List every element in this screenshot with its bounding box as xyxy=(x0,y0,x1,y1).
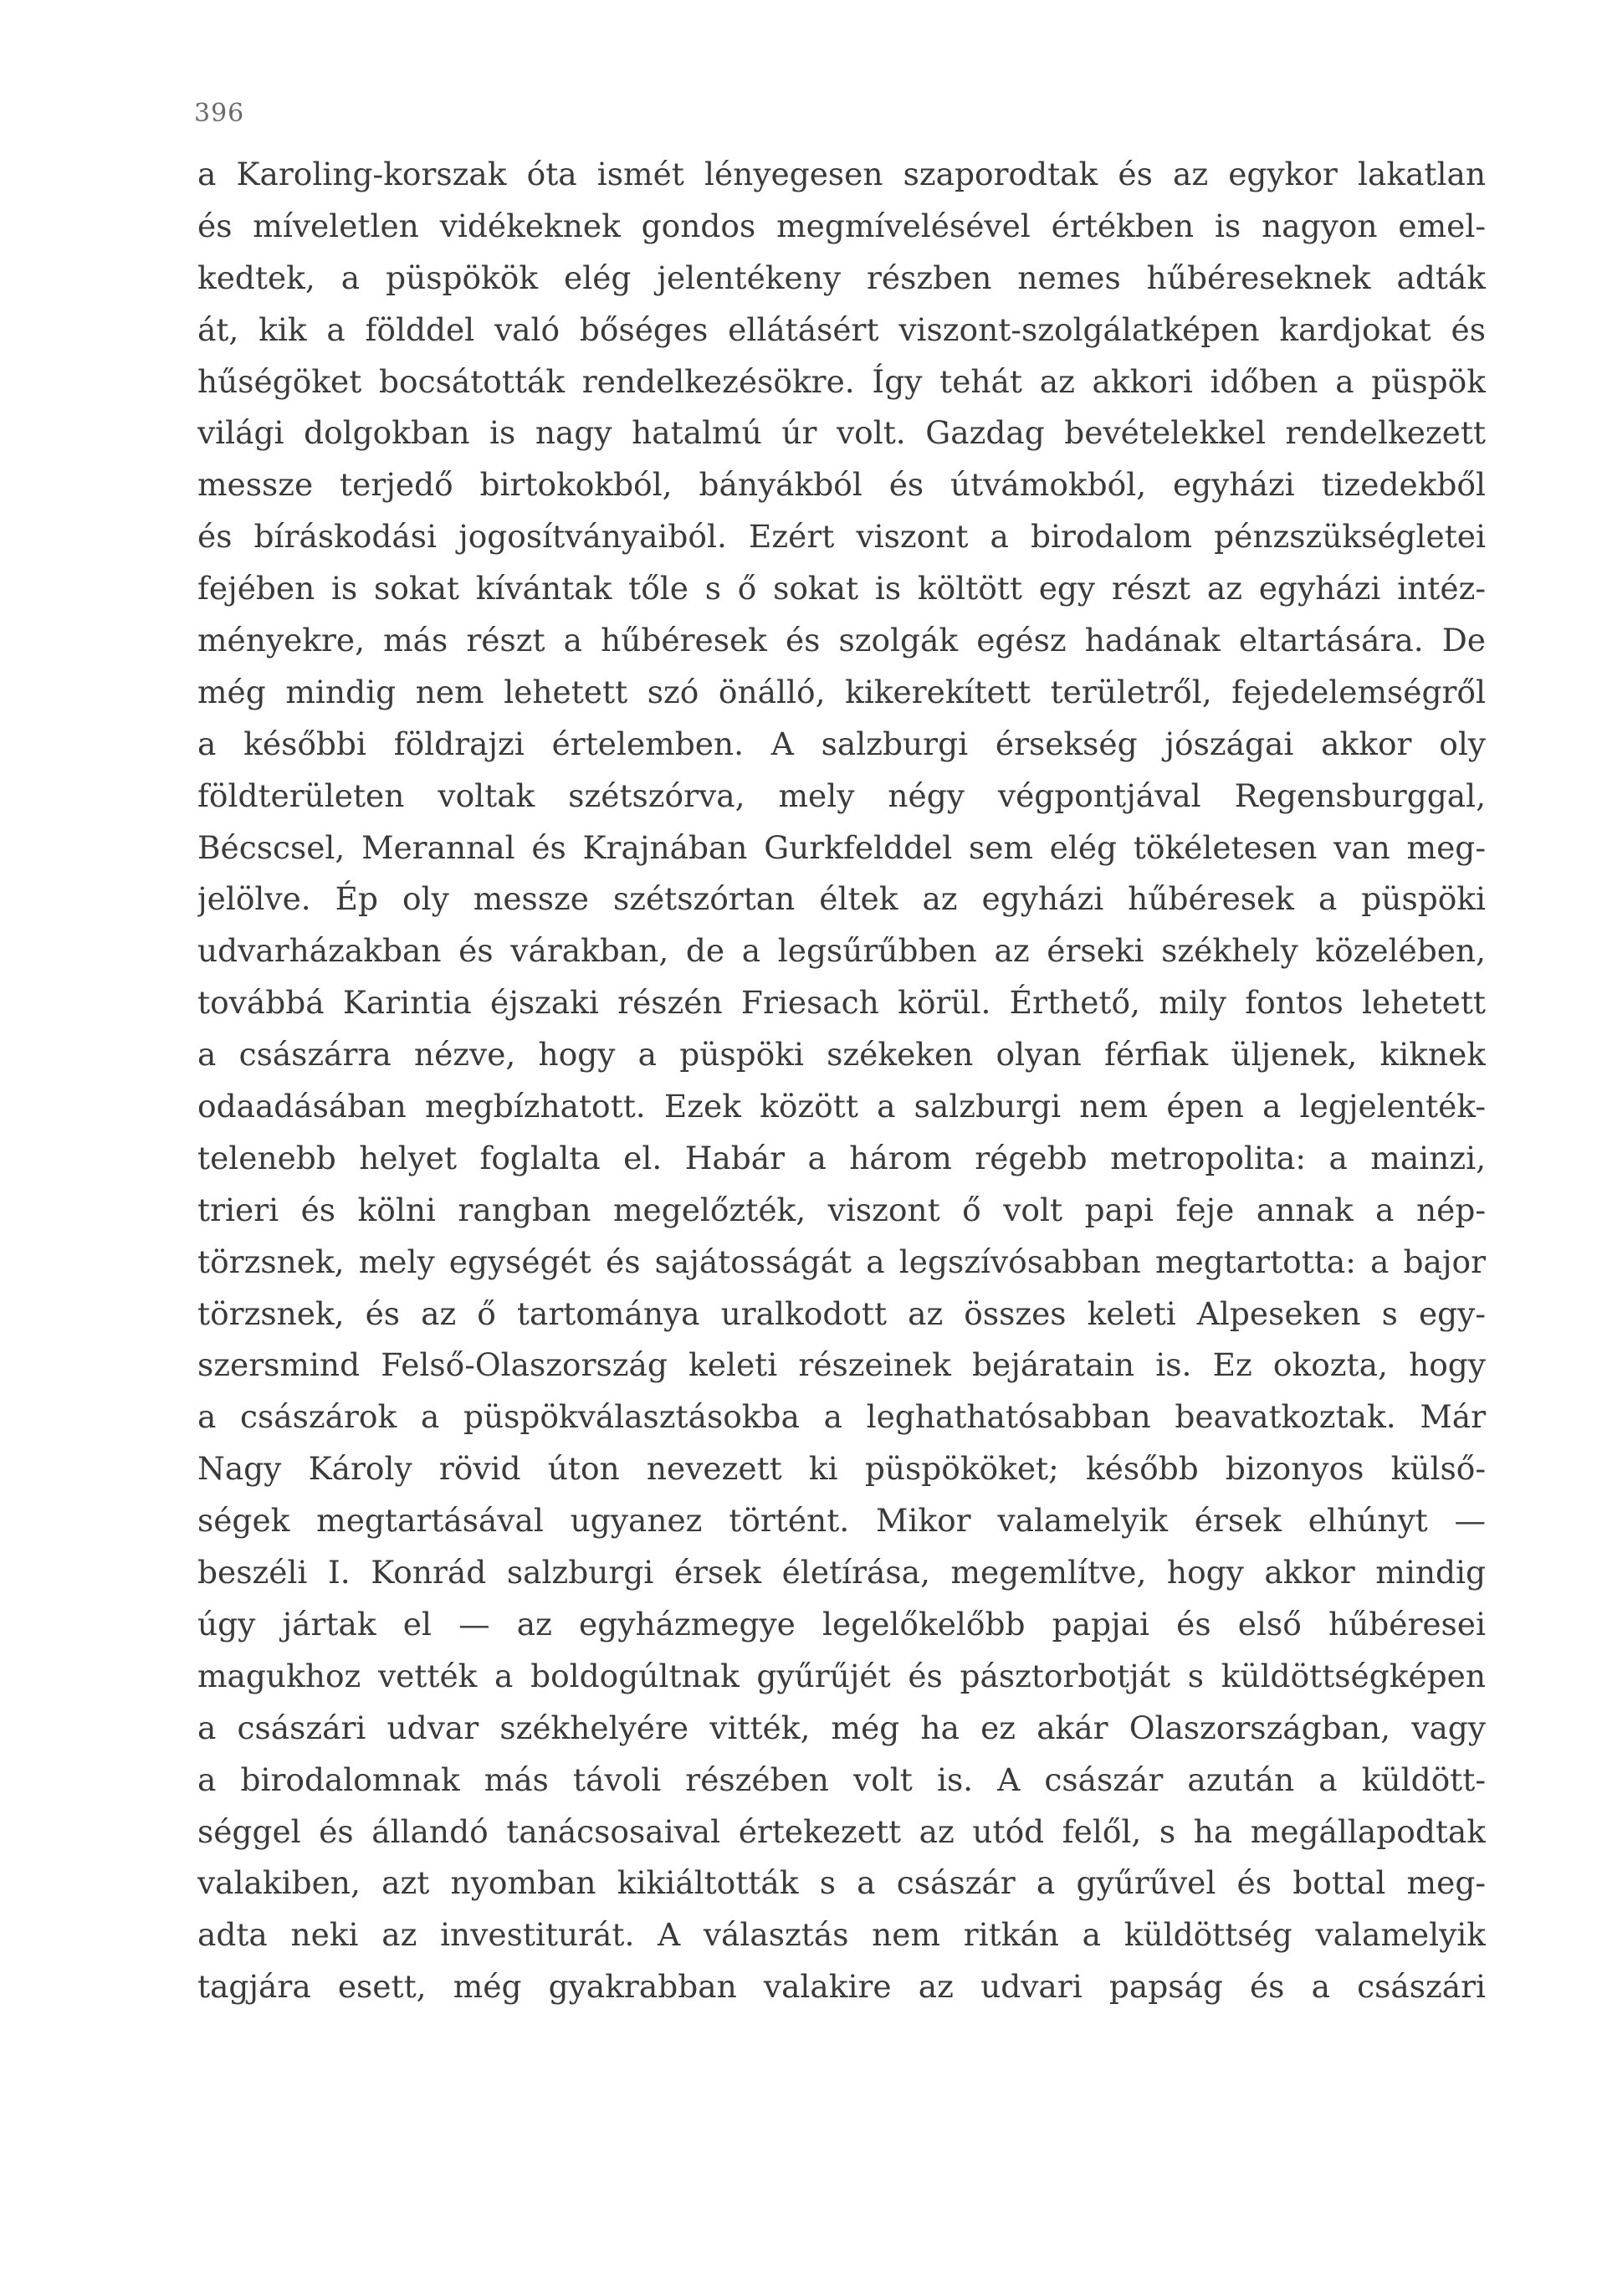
text-line: udvarházakban és várakban, de a legsűrűbben az érseki székhely közelében, xyxy=(197,932,1486,970)
text-line: át, kik a földdel való bőséges ellátásért viszont-szolgálatképen kardjokat és xyxy=(197,310,1486,348)
text-line: a birodalomnak más távoli részében volt is. A császár azután a küldött- xyxy=(197,1760,1486,1798)
text-line: még mindig nem lehetett szó önálló, kikerekített területről, fejedelemségről xyxy=(197,673,1486,710)
text-line: törzsnek, mely egységét és sajátosságát a legszívósabban megtartotta: a bajor xyxy=(197,1243,1486,1280)
text-line: kedtek, a püspökök elég jelentékeny részben nemes hűbéreseknek adták xyxy=(197,259,1486,296)
text-line: trieri és kölni rangban megelőzték, viszont ő volt papi feje annak a nép- xyxy=(197,1191,1486,1228)
text-line: Nagy Károly rövid úton nevezett ki püspököket; később bizonyos külső- xyxy=(197,1450,1486,1488)
text-line: szersmind Felső-Olaszország keleti részeinek bejáratain is. Ez okozta, hogy xyxy=(197,1346,1486,1384)
text-line: a császári udvar székhelyére vitték, még ha ez akár Olaszországban, vagy xyxy=(197,1709,1486,1746)
text-line: és míveletlen vidékeknek gondos megmívelésével értékben is nagyon emel- xyxy=(197,207,1486,244)
body-text xyxy=(197,149,1486,2013)
text-line: a Karoling-korszak óta ismét lényegesen szaporodtak és az egykor lakatlan xyxy=(197,156,1486,192)
text-line: ségek megtartásával ugyanez történt. Mikor valamelyik érsek elhúnyt — xyxy=(197,1502,1486,1540)
text-line: földterületen voltak szétszórva, mely négy végpontjával Regensburggal, xyxy=(197,776,1486,814)
text-line: és bíráskodási jogosítványaiból. Ezért viszont a birodalom pénzszükségletei xyxy=(197,518,1486,556)
text-line: a császárok a püspökválasztásokba a leghathatósabban beavatkoztak. Már xyxy=(197,1398,1486,1436)
text-line: tagjára esett, még gyakrabban valakire az udvari papság és a császári xyxy=(197,1968,1486,2006)
text-line: adta neki az investiturát. A választás nem ritkán a küldöttség valamelyik xyxy=(197,1916,1486,1954)
text-line: Bécscsel, Merannal és Krajnában Gurkfelddel sem elég tökéletesen van meg- xyxy=(197,828,1486,866)
text-line: világi dolgokban is nagy hatalmú úr volt. Gazdag bevételekkel rendelkezett xyxy=(197,414,1486,452)
text-line: odaadásában megbízhatott. Ezek között a salzburgi nem épen a legjelenték- xyxy=(197,1088,1486,1125)
text-line: ményekre, más részt a hűbéresek és szolgák egész hadának eltartására. De xyxy=(197,622,1486,659)
text-line: messze terjedő birtokokból, bányákból és útvámokból, egyházi tizedekből xyxy=(197,466,1486,504)
text-line: a császárra nézve, hogy a püspöki székeken olyan férfiak üljenek, kiknek xyxy=(197,1036,1486,1074)
page-number: 396 xyxy=(194,99,245,128)
text-line: úgy jártak el — az egyházmegye legelőkelőbb papjai és első hűbéresei xyxy=(197,1605,1486,1643)
text-line: telenebb helyet foglalta el. Habár a három régebb metropolita: a mainzi, xyxy=(197,1139,1486,1176)
text-line: jelölve. Ép oly messze szétszórtan éltek az egyházi hűbéresek a püspöki xyxy=(197,880,1486,918)
text-line: hűségöket bocsátották rendelkezésökre. Így tehát az akkori időben a püspök xyxy=(197,362,1486,400)
text-line: beszéli I. Konrád salzburgi érsek életírása, megemlítve, hogy akkor mindig xyxy=(197,1554,1486,1591)
text-line: törzsnek, és az ő tartománya uralkodott az összes keleti Alpeseken s egy- xyxy=(197,1294,1486,1332)
text-line: továbbá Karintia éjszaki részén Friesach körül. Érthető, mily fontos lehetett xyxy=(197,984,1486,1022)
text-line: magukhoz vették a boldogúltnak gyűrűjét és pásztorbotját s küldöttségképen xyxy=(197,1657,1486,1694)
text-line: valakiben, azt nyomban kikiáltották s a császár a gyűrűvel és bottal meg- xyxy=(197,1864,1486,1902)
text-line: a későbbi földrajzi értelemben. A salzburgi érsekség jószágai akkor oly xyxy=(197,725,1486,762)
text-line: séggel és állandó tanácsosaival értekezett az utód felől, s ha megállapodtak xyxy=(197,1812,1486,1850)
text-line: fejében is sokat kívántak tőle s ő sokat is költött egy részt az egyházi intéz- xyxy=(197,570,1486,607)
